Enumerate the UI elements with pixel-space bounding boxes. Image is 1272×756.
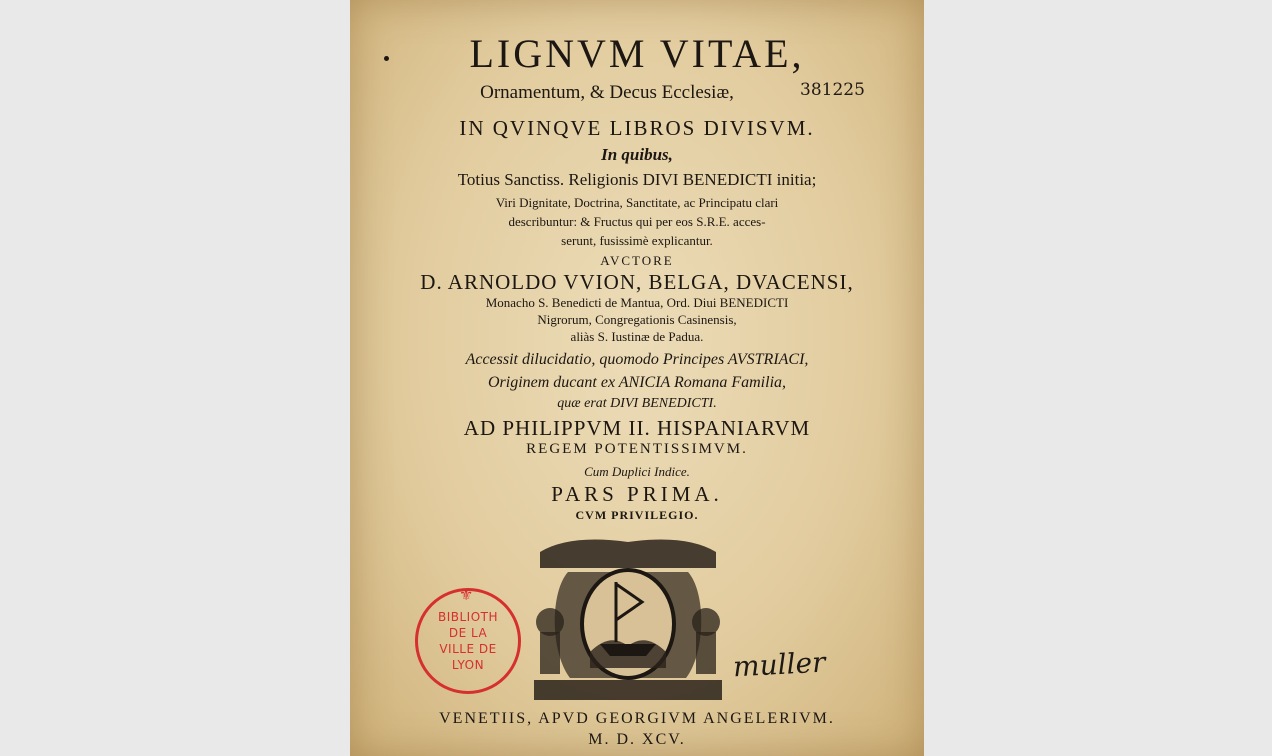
shelfmark-number: 381225 bbox=[800, 80, 865, 100]
dedication-line-2: REGEM POTENTISSIMVM. bbox=[526, 441, 748, 457]
book-title: LIGNVM VITAE, bbox=[469, 31, 805, 76]
describuntur-line: describuntur: & Fructus qui per eos S.R.E. acces- bbox=[508, 214, 766, 229]
originem-line: Originem ducant ex ANICIA Romana Familia, bbox=[487, 374, 787, 391]
stamp-line-2: DE LA bbox=[448, 626, 488, 640]
monacho-line: Monacho S. Benedicti de Mantua, Ord. Diui BENEDICTI bbox=[485, 295, 789, 310]
alias-line: aliàs S. Iustinæ de Padua. bbox=[570, 329, 704, 344]
author-line: D. ARNOLDO VVION, BELGA, DVACENSI, bbox=[420, 270, 854, 294]
year-line: M. D. XCV. bbox=[588, 731, 686, 748]
auctore-line: AVCTORE bbox=[600, 253, 674, 268]
totius-line: Totius Sanctiss. Religionis DIVI BENEDICTI initia; bbox=[457, 170, 817, 189]
indice-line: Cum Duplici Indice. bbox=[584, 464, 690, 479]
nigrorum-line: Nigrorum, Congregationis Casinensis, bbox=[537, 312, 737, 327]
serunt-line: serunt, fusissimè explicantur. bbox=[561, 233, 713, 248]
fleur-de-lis-icon: ⚜ bbox=[459, 585, 474, 604]
quae-erat-line: quæ erat DIVI BENEDICTI. bbox=[557, 396, 717, 411]
viri-line: Viri Dignitate, Doctrina, Sanctitate, ac Principatu clari bbox=[495, 195, 779, 210]
printers-device-woodcut bbox=[530, 532, 726, 704]
accessit-line: Accessit dilucidatio, quomodo Principes AVSTRIACI, bbox=[465, 351, 809, 368]
in-quibus-line: In quibus, bbox=[601, 145, 673, 164]
library-stamp bbox=[415, 585, 521, 694]
privilegio-line: CVM PRIVILEGIO. bbox=[575, 508, 699, 522]
dedication-line-1: AD PHILIPPVM II. HISPANIARVM bbox=[463, 416, 811, 440]
stamp-line-4: LYON bbox=[451, 658, 485, 672]
stamp-line-1: BIBLIOTH bbox=[437, 610, 499, 624]
handwritten-signature: muller bbox=[732, 645, 827, 684]
book-title-page bbox=[350, 0, 924, 756]
division-line: IN QVINQVE LIBROS DIVISVM. bbox=[459, 116, 815, 140]
imprint-line: VENETIIS, APVD GEORGIVM ANGELERIVM. bbox=[439, 710, 835, 727]
stamp-line-3: VILLE DE bbox=[439, 642, 497, 656]
book-subtitle: Ornamentum, & Decus Ecclesiæ, bbox=[480, 82, 734, 103]
pars-prima-line: PARS PRIMA. bbox=[551, 482, 723, 506]
